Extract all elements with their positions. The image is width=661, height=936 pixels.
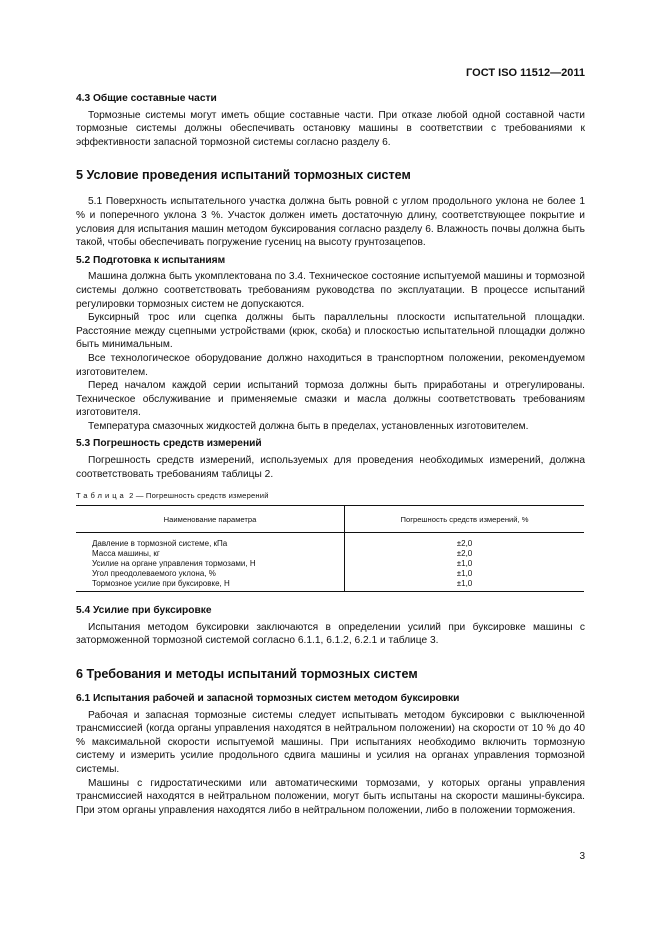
table-param-cell (76, 533, 345, 592)
table-header-parameter: Наименование параметра (76, 506, 345, 533)
table-row (76, 533, 584, 592)
table-caption-text: 2 — Погрешность средств измерений (126, 491, 269, 501)
table-header-row (76, 506, 584, 533)
table-value-cell (345, 533, 585, 592)
section-5-2-para-4: Перед началом каждой серии испытаний тормоза должны быть приработаны и отрегулированы. Техническое обслуживание и применяемые смазки и масла должны соответствовать требованиям изготовителя. (76, 380, 585, 419)
section-5-4-text: Испытания методом буксировки заключаются в определении усилий при буксировке машины с заторможенной тормозной системой согласно 6.1.1, 6.1.2, 6.2.1 и таблице 3. (76, 621, 585, 647)
section-5-2-para-1: Машина должна быть укомплектована по 3.4. Техническое состояние испытуемой машины и тормозной системы должно соответствовать требованиям руководства по эксплуатации. В процессе испытаний регулировки тормозных систем не допускаются. (76, 271, 585, 310)
standard-header: ГОСТ ISO 11512—2011 (466, 67, 585, 79)
section-5-2-para-2: Буксирный трос или сцепка должны быть параллельны плоскости испытательной площадки. Расстояние между сцепными устройствами (крюк, скоба) и плоскостью испытательной площадки должно быть минимальным. (76, 312, 585, 351)
value-slope-angle: ±1,0 (456, 569, 473, 579)
value-towing-force: ±1,0 (456, 579, 473, 589)
page-content (76, 92, 585, 817)
value-pressure: ±2,0 (456, 539, 473, 549)
section-5-2-title: 5.2 Подготовка к испытаниям (76, 254, 226, 266)
section-6-1-para-1: Рабочая и запасная тормозные системы следует испытывать методом буксировки с выключенной трансмиссией (когда органы управления находятся в нейтральном положении) на скорости от 10 % до 40 % максимальной скорости испытуемой машины. При испытаниях необходимо включить тормозную систему и измерить усилие продольного сдвига машины и усилия на органах управления тормозной системы. (76, 709, 585, 775)
section-5-2-para-5: Температура смазочных жидкостей должна быть в пределах, установленных изготовителем. (88, 420, 529, 432)
param-mass: Масса машины, кг (92, 549, 160, 559)
section-5-3-title: 5.3 Погрешность средств измерений (76, 438, 262, 450)
section-5-2-para-3: Все технологическое оборудование должно находиться в транспортном положении, рекомендуемом изготовителем. (76, 352, 585, 378)
section-4-3-text: Тормозные системы могут иметь общие составные части. При отказе любой одной составной части тормозные системы должны обеспечивать остановку машины в соответствии с требованиями к эффективности запасной тормозной системы согласно разделу 6. (76, 109, 585, 148)
param-slope-angle: Угол преодолеваемого уклона, % (92, 569, 216, 579)
section-5-3-text: Погрешность средств измерений, используемых для проведения необходимых измерений, должна соответствовать требованиям таблицы 2. (76, 455, 585, 480)
table-header-error: Погрешность средств измерений, % (345, 506, 585, 533)
value-control-force: ±1,0 (456, 559, 473, 569)
section-6-1-title: 6.1 Испытания рабочей и запасной тормозных систем методом буксировки (76, 693, 460, 705)
table-caption-word: Таблица (76, 491, 127, 501)
param-control-force: Усилие на органе управления тормозами, Н (92, 559, 256, 569)
value-mass: ±2,0 (456, 549, 473, 559)
section-5-4-title: 5.4 Усилие при буксировке (76, 605, 212, 617)
section-6-title: 6 Требования и методы испытаний тормозных систем (76, 667, 418, 682)
section-6-1-para-2: Машины с гидростатическими или автоматическими тормозами, у которых органы управления трансмиссией находятся в нейтральном положении, могут быть испытаны на скорости машины-буксира. При этом органы управления находятся либо в нейтральном положении, либо в положении торможения. (76, 777, 585, 816)
param-towing-force: Тормозное усилие при буксировке, Н (92, 579, 230, 589)
section-4-3-title: 4.3 Общие составные части (76, 93, 217, 104)
table-2 (76, 505, 584, 592)
page-number: 3 (579, 851, 585, 862)
table-2-caption (76, 491, 585, 501)
section-5-title: 5 Условие проведения испытаний тормозных систем (76, 168, 411, 183)
section-5-1-text: 5.1 Поверхность испытательного участка должна быть ровной с углом продольного уклона не более 1 % и поперечного уклона 3 %. Участок должен иметь достаточную длину, соответствующее покрытие и условия для испытания машин методом буксирования согласно разделу 6. Влажность почвы должна быть такой, чтобы обеспечивать погружение гусениц на высоту грунтозацепов. (76, 196, 585, 249)
param-pressure: Давление в тормозной системе, кПа (92, 539, 228, 549)
